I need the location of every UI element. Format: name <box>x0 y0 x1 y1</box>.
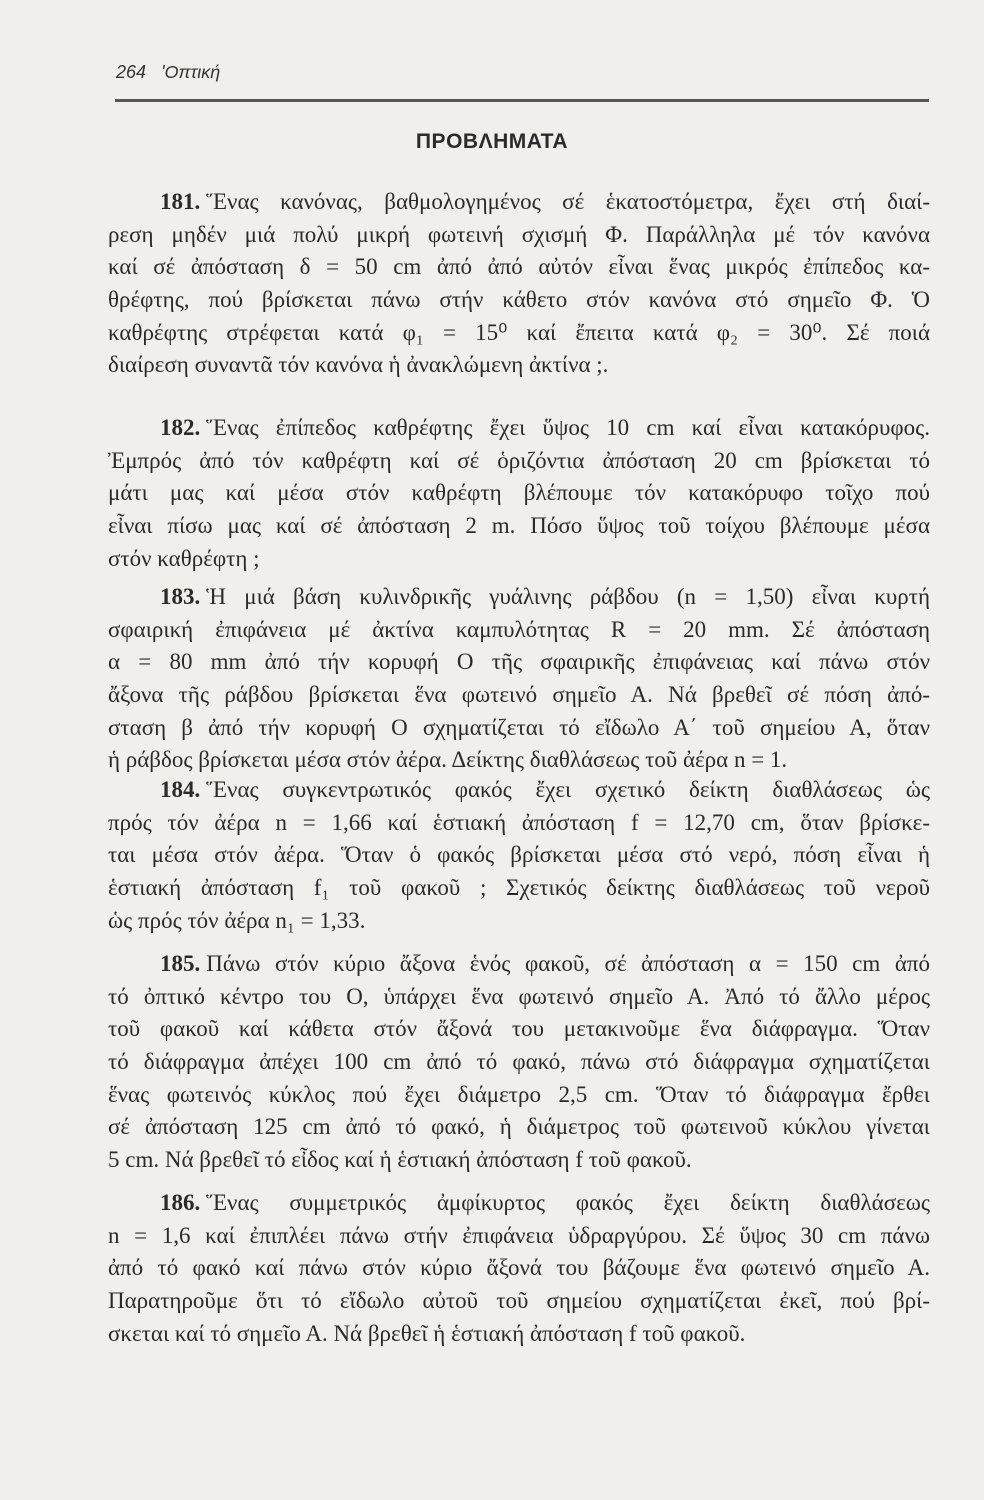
line-text: 5 cm. Νά βρεθεῖ τό εἶδος καί ἡ ἑστιακή ἀπόσταση f τοῦ φακοῦ. <box>108 1147 692 1173</box>
line-text: τοῦ φακοῦ καί κάθετα στόν ἄξονά του μετακινοῦμε ἕνα διάφραγμα. Ὅταν <box>108 1016 930 1042</box>
running-header <box>116 62 220 83</box>
header-rule <box>115 99 929 102</box>
line-text: Πάνω στόν κύριο ἄξονα ἑνός φακοῦ, σέ ἀπόσταση α = 150 cm ἀπό <box>206 951 930 976</box>
problem-text-line <box>108 1046 930 1079</box>
line-text: τό διάφραγμα ἀπέχει 100 cm ἀπό τό φακό, πάνω στό διάφραγμα σχηματίζεται <box>108 1049 930 1075</box>
problem-text-line <box>108 679 930 712</box>
line-text: ἄξονα τῆς ράβδου βρίσκεται ἕνα φωτεινό σημεῖο Α. Νά βρεθεῖ σέ πόση ἀπό- <box>108 682 930 708</box>
problem-text-line <box>108 712 930 745</box>
problem-text-line <box>108 1285 930 1318</box>
line-text: n = 1,6 καί ἐπιπλέει πάνω στήν ἐπιφάνεια ὑδραργύρου. Σέ ὕψος 30 cm πάνω <box>108 1222 930 1248</box>
line-text: σταση β ἀπό τήν κορυφή Ο σχηματίζεται τό εἴδωλο Α΄ τοῦ σημείου Α, ὅταν <box>108 714 930 740</box>
line-text: Ἕνας συμμετρικός ἀμφίκυρτος φακός ἔχει δείκτη διαθλάσεως <box>206 1190 930 1215</box>
problem-text-line <box>108 445 930 478</box>
problem-text-line <box>108 317 930 350</box>
problem-number: 183. <box>160 584 201 609</box>
line-text: α = 80 mm ἀπό τήν κορυφή Ο τῆς σφαιρικῆς ἐπιφάνειας καί πάνω στόν <box>108 649 930 675</box>
problem-text-line <box>108 349 930 382</box>
line-text: Ἕνας ἐπίπεδος καθρέφτης ἔχει ὕψος 10 cm καί εἶναι κατακόρυφος. <box>206 415 930 440</box>
line-text: καθρέφτης στρέφεται κατά φ₁ = 15⁰ καί ἔπειτα κατά φ₂ = 30⁰. Σέ ποιά <box>108 319 930 345</box>
problem-text-line <box>108 646 930 679</box>
page-number: 264 <box>116 62 147 82</box>
problem-text-line <box>108 1144 930 1177</box>
line-text: διαίρεση συναντᾶ τόν κανόνα ἡ ἀνακλώμενη ἀκτίνα ;. <box>108 352 609 378</box>
problem-text-line <box>108 412 930 445</box>
problem-number: 186. <box>160 1190 201 1215</box>
problem-183 <box>108 581 930 777</box>
problem-182 <box>108 412 930 575</box>
line-text: καί σέ ἀπόσταση δ = 50 cm ἀπό ἀπό αὐτόν εἶναι ἕνας μικρός ἐπίπεδος κα- <box>108 254 930 280</box>
problem-number: 181. <box>160 189 201 214</box>
problem-text-line <box>108 872 930 905</box>
line-text: ἑστιακή ἀπόσταση f₁ τοῦ φακοῦ ; Σχετικός δείκτης διαθλάσεως τοῦ νεροῦ <box>108 875 930 901</box>
problem-text-line <box>108 251 930 284</box>
line-text: Ἡ μιά βάση κυλινδρικῆς γυάλινης ράβδου (n = 1,50) εἶναι κυρτή <box>206 584 930 609</box>
problem-text-line <box>108 1220 930 1253</box>
line-text: πρός τόν ἀέρα n = 1,66 καί ἑστιακή ἀπόσταση f = 12,70 cm, ὅταν βρίσκε- <box>108 809 930 835</box>
problem-text-line <box>108 510 930 543</box>
line-text: ται μέσα στόν ἀέρα. Ὅταν ὁ φακός βρίσκεται μέσα στό νερό, πόση εἶναι ἡ <box>108 842 930 868</box>
problem-number: 185. <box>160 951 201 976</box>
line-text: τό ὀπτικό κέντρο του Ο, ὑπάρχει ἕνα φωτεινό σημεῖο Α. Ἀπό τό ἄλλο μέρος <box>108 983 930 1009</box>
line-text: ὡς πρός τόν ἀέρα n₁ = 1,33. <box>108 907 366 933</box>
problem-text-line <box>108 1187 930 1220</box>
problem-186 <box>108 1187 930 1350</box>
problem-184 <box>108 774 930 937</box>
problem-text-line <box>108 839 930 872</box>
problem-text-line <box>108 1252 930 1285</box>
line-text: ἡ ράβδος βρίσκεται μέσα στόν ἀέρα. Δείκτης διαθλάσεως τοῦ ἀέρα n = 1. <box>108 747 788 773</box>
line-text: Ἐμπρός ἀπό τόν καθρέφτη καί σέ ὁριζόντια ἀπόσταση 20 cm βρίσκεται τό <box>108 447 930 473</box>
line-text: Παρατηροῦμε ὅτι τό εἴδωλο αὐτοῦ τοῦ σημείου σχηματίζεται ἐκεῖ, πού βρί- <box>108 1288 930 1314</box>
line-text: σφαιρική ἐπιφάνεια μέ ἀκτίνα καμπυλότητας R = 20 mm. Σέ ἀπόσταση <box>108 616 930 642</box>
line-text: σκεται καί τό σημεῖο Α. Νά βρεθεῖ ἡ ἑστιακή ἀπόσταση f τοῦ φακοῦ. <box>108 1320 746 1346</box>
problem-text-line <box>108 219 930 252</box>
line-text: ἀπό τό φακό καί πάνω στόν κύριο ἄξονά του βάζουμε ἕνα φωτεινό σημεῖο Α. <box>108 1255 930 1281</box>
line-text: ρεση μηδέν μιά πολύ μικρή φωτεινή σχισμή Φ. Παράλληλα μέ τόν κανόνα <box>108 221 930 247</box>
problem-185 <box>108 948 930 1177</box>
problem-text-line <box>108 905 930 938</box>
line-text: ἕνας φωτεινός κύκλος πού ἔχει διάμετρο 2,5 cm. Ὅταν τό διάφραγμα ἔρθει <box>108 1081 930 1107</box>
problem-text-line <box>108 1013 930 1046</box>
problem-text-line <box>108 186 930 219</box>
page-title: ΠΡΟΒΛΗΜΑΤΑ <box>415 130 569 153</box>
problem-text-line <box>108 1318 930 1351</box>
problem-text-line <box>108 284 930 317</box>
line-text: εἶναι πίσω μας καί σέ ἀπόσταση 2 m. Πόσο ὕψος τοῦ τοίχου βλέπουμε μέσα <box>108 513 930 539</box>
problem-text-line <box>108 581 930 614</box>
problem-text-line <box>108 1111 930 1144</box>
problem-text-line <box>108 614 930 647</box>
problem-181 <box>108 186 930 382</box>
problem-number: 184. <box>160 777 201 802</box>
problem-text-line <box>108 807 930 840</box>
problem-text-line <box>108 948 930 981</box>
problem-text-line <box>108 1079 930 1112</box>
problem-text-line <box>108 981 930 1014</box>
problem-text-line <box>108 543 930 576</box>
line-text: θρέφτης, πού βρίσκεται πάνω στήν κάθετο στόν κανόνα στό σημεῖο Φ. Ὁ <box>108 287 930 313</box>
problem-text-line <box>108 744 930 777</box>
problem-text-line <box>108 774 930 807</box>
problem-text-line <box>108 477 930 510</box>
line-text: στόν καθρέφτη ; <box>108 545 260 571</box>
problem-number: 182. <box>160 415 201 440</box>
section-title: 'Οπτική <box>161 62 221 82</box>
line-text: Ἕνας συγκεντρωτικός φακός ἔχει σχετικό δείκτη διαθλάσεως ὡς <box>206 777 930 802</box>
line-text: μάτι μας καί μέσα στόν καθρέφτη βλέπουμε τόν κατακόρυφο τοῖχο πού <box>108 480 930 506</box>
line-text: Ἕνας κανόνας, βαθμολογημένος σέ ἑκατοστόμετρα, ἔχει στή διαί- <box>206 189 930 214</box>
line-text: σέ ἀπόσταση 125 cm ἀπό τό φακό, ἡ διάμετρος τοῦ φωτεινοῦ κύκλου γίνεται <box>108 1114 930 1140</box>
